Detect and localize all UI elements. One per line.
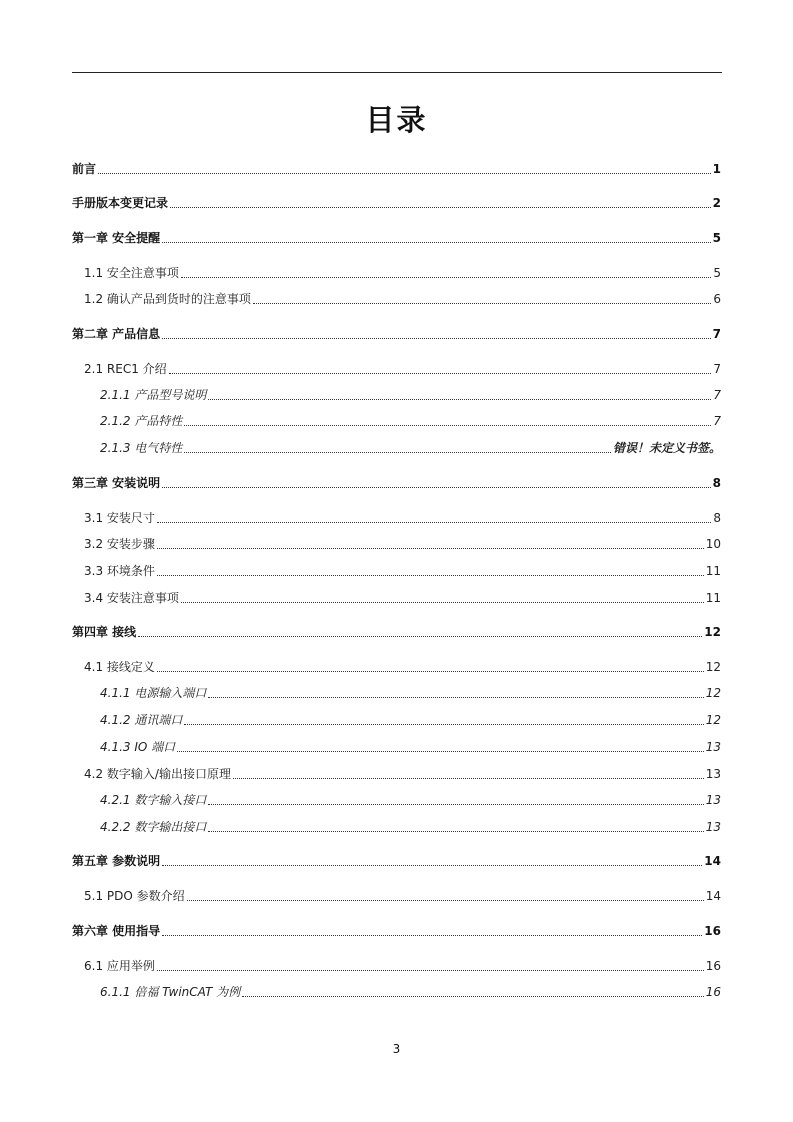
toc-entry[interactable]	[84, 589, 721, 607]
toc-entry-title: 2.1.2 产品特性	[100, 414, 183, 428]
toc-entry-title: 4.1.2 通讯端口	[100, 713, 183, 727]
toc-entry[interactable]	[84, 887, 721, 905]
toc-leader-dots	[162, 242, 710, 243]
toc-entry-page: 16	[704, 924, 721, 938]
header-rule	[72, 72, 722, 73]
toc-entry-page: 13	[705, 793, 721, 807]
toc-entry-page: 14	[704, 854, 721, 868]
toc-leader-dots	[162, 487, 710, 488]
toc-leader-dots	[187, 900, 704, 901]
toc-entry-page: 10	[705, 537, 721, 551]
toc-entry[interactable]	[72, 852, 721, 870]
toc-entry-title: 6.1.1 倍福 TwinCAT 为例	[100, 985, 241, 999]
toc-entry-page: 12	[705, 686, 721, 700]
toc-entry-title: 4.1.1 电源输入端口	[100, 686, 207, 700]
toc-entry[interactable]	[84, 562, 721, 580]
toc-entry[interactable]	[84, 957, 721, 975]
toc-entry-title: 2.1.1 产品型号说明	[100, 388, 207, 402]
toc-entry-page: 7	[713, 414, 721, 428]
toc-leader-dots	[157, 548, 704, 549]
toc-entry-page: 8	[713, 511, 721, 525]
toc-entry-page: 14	[705, 889, 721, 903]
toc-entry[interactable]	[84, 658, 721, 676]
toc-entry-title: 4.2 数字输入/输出接口原理	[84, 767, 231, 781]
toc-entry-page: 13	[705, 740, 721, 754]
toc-entry[interactable]	[72, 325, 721, 343]
toc-entry-title: 4.1 接线定义	[84, 660, 155, 674]
toc-entry-title: 4.2.1 数字输入接口	[100, 793, 207, 807]
toc-entry[interactable]	[72, 922, 721, 940]
toc-entry[interactable]	[100, 983, 721, 1001]
page-number: 3	[392, 1042, 401, 1056]
toc-entry-page: 5	[712, 231, 721, 245]
toc-leader-dots	[138, 636, 702, 637]
toc-entry[interactable]	[100, 439, 721, 457]
toc-leader-dots	[184, 724, 703, 725]
toc-entry[interactable]	[100, 818, 721, 836]
toc-leader-dots	[157, 970, 704, 971]
toc-entry-title: 4.2.2 数字输出接口	[100, 820, 207, 834]
toc-entry-title: 第五章 参数说明	[72, 854, 161, 868]
toc-entry-page: 6	[713, 292, 721, 306]
toc-entry-title: 3.4 安装注意事项	[84, 591, 179, 605]
toc-entry-page: 7	[713, 388, 721, 402]
toc-entry-page: 16	[705, 985, 721, 999]
toc-entry[interactable]	[100, 711, 721, 729]
toc-leader-dots	[253, 303, 711, 304]
toc-entry-title: 5.1 PDO 参数介绍	[84, 889, 185, 903]
toc-entry-page: 1	[712, 162, 721, 176]
toc-entry[interactable]	[72, 623, 721, 641]
toc-entry-page: 12	[704, 625, 721, 639]
toc-leader-dots	[98, 173, 711, 174]
toc-entry-page: 13	[705, 767, 721, 781]
toc-leader-dots	[208, 399, 711, 400]
toc-entry-page: 11	[705, 591, 721, 605]
toc-leader-dots	[162, 338, 710, 339]
toc-entry[interactable]	[72, 229, 721, 247]
toc-leader-dots	[208, 831, 703, 832]
toc-leader-dots	[208, 804, 703, 805]
toc-entry[interactable]	[100, 791, 721, 809]
toc-entry-page: 错误！未定义书签。	[612, 441, 721, 455]
toc-entry-title: 前言	[72, 162, 97, 176]
toc-entry-title: 第三章 安装说明	[72, 476, 161, 490]
toc-leader-dots	[181, 277, 711, 278]
toc-leader-dots	[242, 996, 704, 997]
toc-entry-title: 3.2 安装步骤	[84, 537, 155, 551]
toc-entry-title: 1.2 确认产品到货时的注意事项	[84, 292, 251, 306]
toc-leader-dots	[177, 751, 704, 752]
toc-entry[interactable]	[100, 412, 721, 430]
toc-entry-title: 第四章 接线	[72, 625, 137, 639]
toc-leader-dots	[181, 602, 704, 603]
toc-entry[interactable]	[100, 738, 721, 756]
toc-entry-title: 1.1 安全注意事项	[84, 266, 179, 280]
toc-entry[interactable]	[100, 684, 721, 702]
toc-leader-dots	[169, 373, 712, 374]
toc-entry-page: 7	[713, 362, 721, 376]
toc-leader-dots	[157, 522, 711, 523]
toc-entry-title: 手册版本变更记录	[72, 196, 169, 210]
toc-leader-dots	[208, 697, 703, 698]
toc-leader-dots	[162, 865, 702, 866]
toc-entry[interactable]	[84, 264, 721, 282]
toc-entry-title: 第一章 安全提醒	[72, 231, 161, 245]
toc-entry[interactable]	[72, 194, 721, 212]
toc-entry[interactable]	[72, 474, 721, 492]
toc-entry[interactable]	[84, 360, 721, 378]
toc-leader-dots	[170, 207, 711, 208]
toc-leader-dots	[184, 425, 711, 426]
toc-entry-title: 6.1 应用举例	[84, 959, 155, 973]
toc-entry-page: 11	[705, 564, 721, 578]
toc-entry-title: 第二章 产品信息	[72, 327, 161, 341]
toc-leader-dots	[157, 671, 704, 672]
toc-entry-title: 第六章 使用指导	[72, 924, 161, 938]
toc-entry[interactable]	[72, 160, 721, 178]
toc-entry-title: 2.1.3 电气特性	[100, 441, 183, 455]
toc-entry-title: 3.1 安装尺寸	[84, 511, 155, 525]
toc-entry-title: 2.1 REC1 介绍	[84, 362, 167, 376]
toc-leader-dots	[233, 778, 704, 779]
toc-entry-page: 8	[712, 476, 721, 490]
page-title: 目录	[365, 103, 428, 137]
toc-entry[interactable]	[84, 509, 721, 527]
toc-leader-dots	[157, 575, 704, 576]
toc-entry-title: 4.1.3 IO 端口	[100, 740, 176, 754]
toc-entry-title: 3.3 环境条件	[84, 564, 155, 578]
toc-entry[interactable]	[84, 765, 721, 783]
toc-leader-dots	[162, 935, 702, 936]
toc-entry-page: 12	[705, 660, 721, 674]
toc-entry-page: 2	[712, 196, 721, 210]
toc-entry-page: 12	[705, 713, 721, 727]
toc-entry-page: 16	[705, 959, 721, 973]
toc-entry[interactable]	[100, 386, 721, 404]
toc-entry-page: 13	[705, 820, 721, 834]
toc-entry[interactable]	[84, 535, 721, 553]
toc-leader-dots	[184, 452, 611, 453]
toc-entry-page: 7	[712, 327, 721, 341]
toc-entry-page: 5	[713, 266, 721, 280]
toc-entry[interactable]	[84, 290, 721, 308]
